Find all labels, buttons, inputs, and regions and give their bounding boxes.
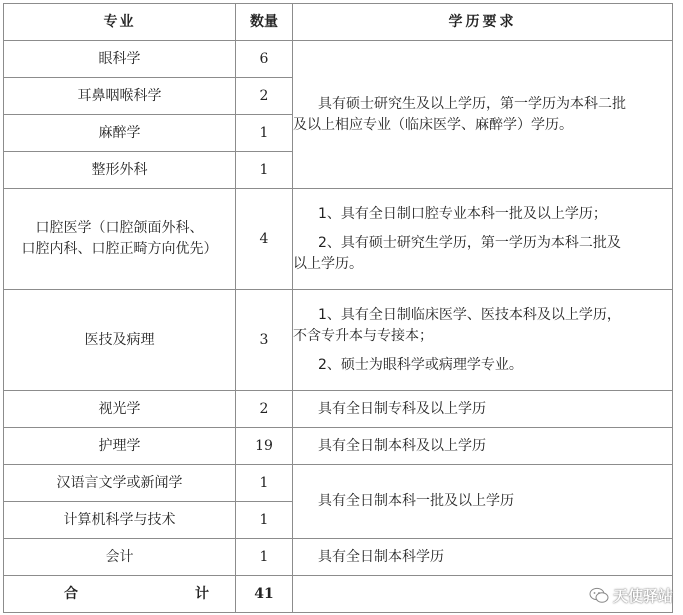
requirement-line: 具有全日制专科及以上学历: [318, 400, 486, 417]
table-row: [4, 41, 673, 78]
watermark: [589, 585, 673, 606]
header-row: [4, 4, 673, 41]
major-cell: 眼科学: [4, 41, 236, 78]
count-cell: 1: [236, 152, 293, 189]
watermark-text: 天使驿站: [612, 587, 673, 605]
requirement-line: 2、硕士为眼科学或病理学专业。: [318, 356, 523, 373]
total-label-left: 合: [64, 585, 78, 602]
count-cell: 1: [236, 539, 293, 576]
major-cell: 视光学: [4, 391, 236, 428]
requirement-cell: [293, 465, 673, 539]
requirement-line: 具有全日制本科一批及以上学历: [318, 493, 514, 509]
count-cell: 3: [236, 290, 293, 391]
count-cell: 2: [236, 391, 293, 428]
requirement-line: 及以上相应专业（临床医学、麻醉学）学历。: [293, 116, 573, 133]
count-cell: 1: [236, 465, 293, 502]
requirement-line: 具有全日制本科及以上学历: [318, 437, 486, 454]
major-line: 口腔医学（口腔颌面外科、: [35, 220, 204, 236]
requirement-line: 具有硕士研究生及以上学历，第一学历为本科二批: [318, 95, 626, 112]
requirement-cell: [293, 189, 673, 290]
count-cell: 6: [236, 41, 293, 78]
table-row: [4, 189, 673, 290]
total-label-right: 计: [195, 585, 209, 602]
header-requirement: 学历要求: [293, 4, 673, 41]
requirement-cell: [293, 391, 673, 428]
count-cell: 4: [236, 189, 293, 290]
major-cell: 会计: [4, 539, 236, 576]
requirement-cell: [293, 41, 673, 189]
requirement-line: 2、具有硕士研究生学历，第一学历为本科二批及: [318, 234, 621, 251]
requirement-line: 1、具有全日制临床医学、医技本科及以上学历，: [318, 306, 621, 323]
major-cell: [4, 189, 236, 290]
table-row: [4, 391, 673, 428]
requirement-line: 具有全日制本科学历: [318, 548, 444, 565]
major-cell: 汉语言文学或新闻学: [4, 465, 236, 502]
major-cell: 计算机科学与技术: [4, 502, 236, 539]
total-count: 41: [236, 576, 293, 613]
header-major: 专业: [4, 4, 236, 41]
recruitment-table: [3, 3, 673, 613]
requirement-line: 以上学历。: [293, 255, 363, 272]
count-cell: 19: [236, 428, 293, 465]
table-row: [4, 428, 673, 465]
table-row: [4, 539, 673, 576]
major-cell: 麻醉学: [4, 115, 236, 152]
total-label-cell: [4, 576, 236, 613]
total-row: [4, 576, 673, 613]
wechat-icon: [589, 587, 609, 604]
count-cell: 2: [236, 78, 293, 115]
table-row: [4, 465, 673, 502]
header-count: 数量: [236, 4, 293, 41]
requirement-line: 1、具有全日制口腔专业本科一批及以上学历；: [318, 205, 607, 222]
major-cell: 护理学: [4, 428, 236, 465]
table-row: [4, 290, 673, 391]
requirement-cell: [293, 428, 673, 465]
major-cell: 耳鼻咽喉科学: [4, 78, 236, 115]
major-line: 口腔内科、口腔正畸方向优先）: [21, 241, 218, 257]
major-cell: 医技及病理: [4, 290, 236, 391]
count-cell: 1: [236, 115, 293, 152]
count-cell: 1: [236, 502, 293, 539]
major-cell: 整形外科: [4, 152, 236, 189]
requirement-cell: [293, 539, 673, 576]
requirement-line: 不含专升本与专接本；: [293, 327, 433, 344]
requirement-cell: [293, 290, 673, 391]
